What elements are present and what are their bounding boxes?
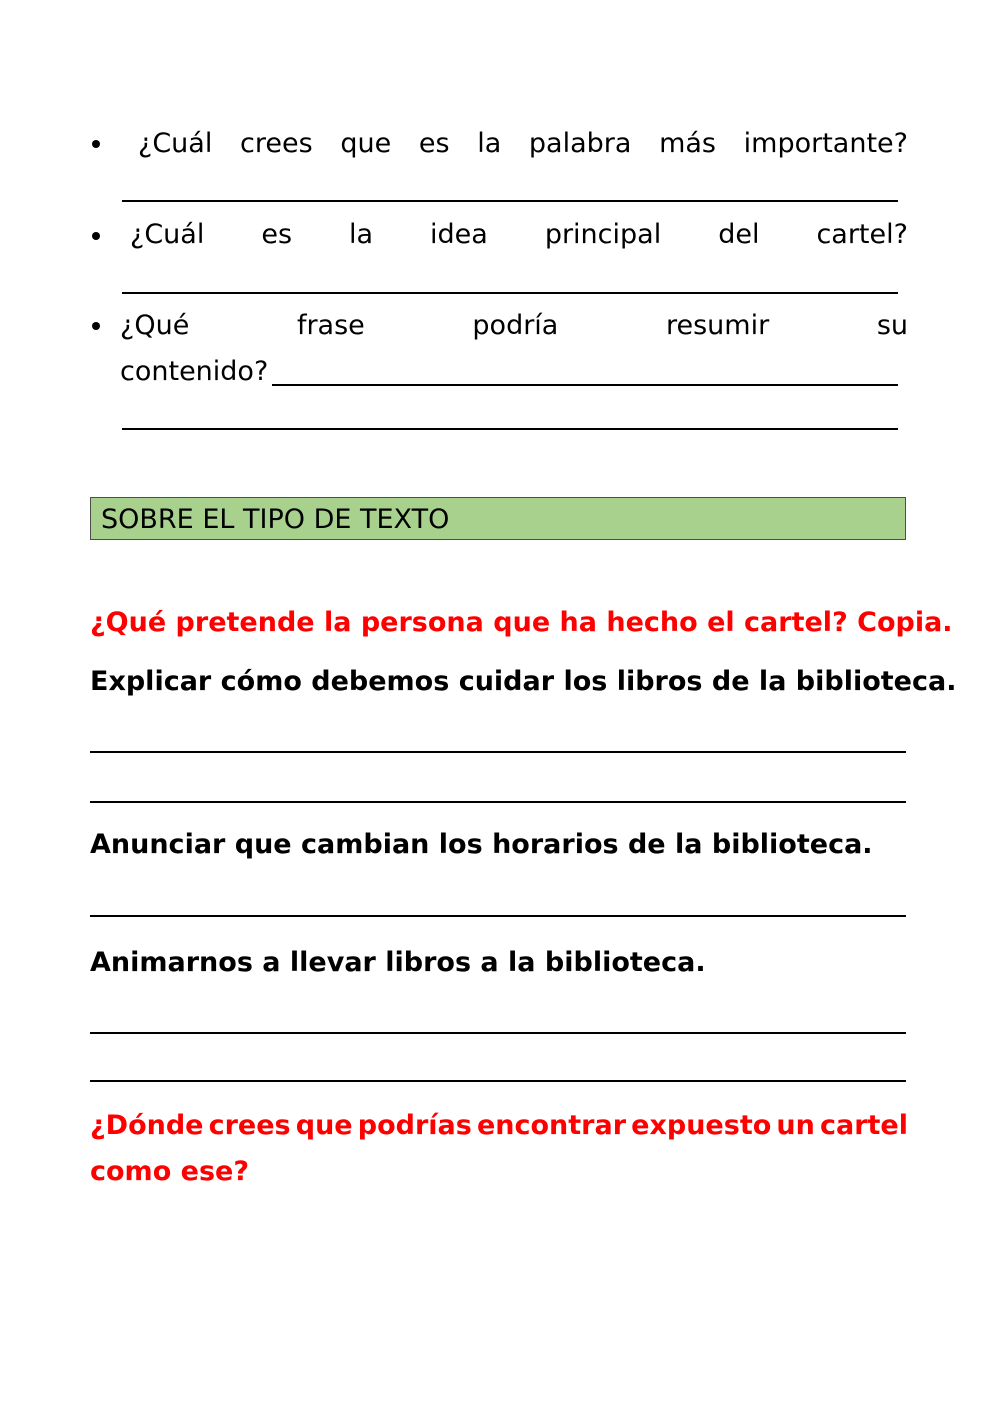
answer-line[interactable]: [122, 200, 898, 202]
location-question: [90, 1110, 908, 1142]
purpose-question: ¿Qué pretende la persona que ha hecho el cartel? Copia.: [90, 607, 953, 638]
bullet-icon: [92, 322, 100, 330]
question-2-word: la: [349, 219, 374, 250]
question-1-word: importante?: [743, 128, 908, 159]
question-1-word: que: [340, 128, 392, 159]
answer-line[interactable]: [122, 428, 898, 430]
question-1-word: palabra: [528, 128, 632, 159]
answer-line[interactable]: [90, 915, 906, 917]
answer-line[interactable]: [90, 1080, 906, 1082]
answer-line[interactable]: [90, 751, 906, 753]
question-3: [120, 310, 908, 342]
question-1-word: crees: [240, 128, 313, 159]
location-question-word: podrías: [357, 1110, 472, 1141]
question-2-word: idea: [430, 219, 488, 250]
option-explain: Explicar cómo debemos cuidar los libros de la biblioteca.: [90, 666, 957, 697]
question-2-word: principal: [544, 219, 662, 250]
bullet-icon: [92, 140, 100, 148]
section-title: SOBRE EL TIPO DE TEXTO: [101, 504, 450, 535]
question-3-word: frase: [296, 310, 365, 341]
answer-line[interactable]: [272, 384, 898, 386]
question-3-word: resumir: [665, 310, 770, 341]
question-2-word: cartel?: [816, 219, 908, 250]
location-question-word: ¿Dónde: [90, 1110, 204, 1141]
location-question-word: cartel: [819, 1110, 908, 1141]
question-1-word: la: [477, 128, 502, 159]
location-question-word: crees: [208, 1110, 291, 1141]
question-2-word: ¿Cuál: [130, 219, 205, 250]
question-2-word: es: [261, 219, 293, 250]
question-2: [130, 219, 908, 251]
question-1-word: ¿Cuál: [138, 128, 213, 159]
question-2-word: del: [718, 219, 760, 250]
location-question-word: un: [776, 1110, 815, 1141]
answer-line[interactable]: [90, 801, 906, 803]
question-3-continuation: contenido?: [120, 356, 269, 387]
question-1: [138, 128, 908, 160]
question-3-word: ¿Qué: [120, 310, 190, 341]
location-question-word: encontrar: [476, 1110, 627, 1141]
question-3-word: su: [876, 310, 908, 341]
question-3-word: podría: [472, 310, 559, 341]
bullet-icon: [92, 232, 100, 240]
question-1-word: es: [418, 128, 450, 159]
question-1-word: más: [659, 128, 716, 159]
answer-line[interactable]: [122, 292, 898, 294]
location-question-word: que: [295, 1110, 353, 1141]
option-encourage: Animarnos a llevar libros a la biblioteca.: [90, 947, 706, 978]
option-announce: Anunciar que cambian los horarios de la biblioteca.: [90, 829, 873, 860]
location-question-line2: como ese?: [90, 1156, 249, 1187]
section-header: [90, 497, 906, 540]
location-question-word: expuesto: [631, 1110, 772, 1141]
answer-line[interactable]: [90, 1032, 906, 1034]
